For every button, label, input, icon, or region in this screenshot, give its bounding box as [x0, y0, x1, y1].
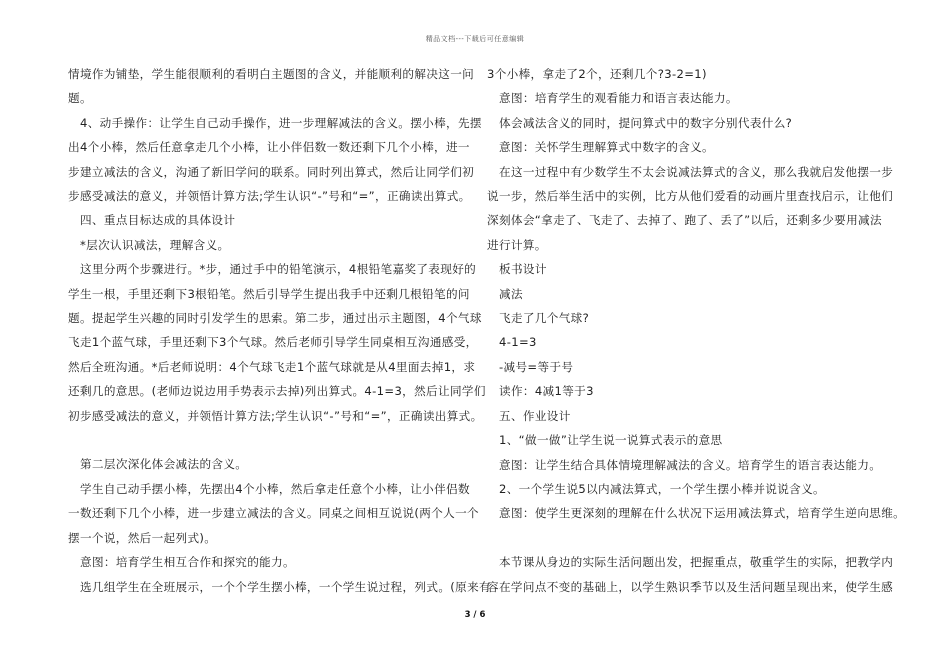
- text-line: 情境作为铺垫，学生能很顺利的看明白主题图的含义，并能顺利的解决这一问: [68, 67, 475, 81]
- text-line: 这里分两个步骤进行。*步，通过手中的铅笔演示，4根铅笔嘉奖了表现好的: [80, 262, 477, 277]
- text-line: 学生一根，手里还剩下3根铅笔。然后引导学生提出我手中还剩几根铅笔的问: [68, 286, 470, 301]
- text-line: 说一步，然后举生活中的实例，比方从他们爱看的动画片里查找启示，让他们: [487, 189, 894, 204]
- text-line: 减法: [499, 286, 523, 301]
- text-line: 出4个小棒，然后任意拿走几个小棒，让小伴侣数一数还剩下几个小棒，进一: [68, 140, 470, 155]
- text-line: 4-1=3: [499, 335, 537, 350]
- text-line: 还剩几的意思。(老师边说边用手势表示去掉)列出算式。4-1=3，然后让同学们: [68, 384, 486, 399]
- text-line: 意图：使学生更深刻的理解在什么状况下运用减法算式，培育学生逆向思维。: [499, 506, 906, 521]
- text-line: 意图：关怀学生理解算式中数字的含义。: [499, 140, 714, 155]
- text-line: 本节课从身边的实际生活问题出发，把握重点，敬重学生的实际，把教学内: [499, 555, 894, 570]
- text-line: 第二层次深化体会减法的含义。: [80, 457, 248, 472]
- text-line: 意图：培育学生相互合作和探究的能力。: [80, 555, 295, 570]
- text-line: 读作：4减1等于3: [499, 384, 594, 399]
- text-line: 4、动手操作：让学生自己动手操作，进一步理解减法的含义。摆小棒，先摆: [80, 115, 482, 130]
- text-line: 意图：培育学生的观看能力和语言表达能力。: [499, 91, 738, 106]
- text-line: 容在学问点不变的基础上，以学生熟识季节以及生活问题呈现出来，使学生感: [487, 579, 894, 594]
- text-line: *层次认识减法，理解含义。: [80, 237, 230, 252]
- text-line: 摆一个说，然后一起列式)。: [68, 530, 217, 545]
- text-line: 体会减法含义的同时，提问算式中的数字分别代表什么?: [499, 115, 793, 130]
- text-line: [68, 428, 460, 452]
- text-line: 选几组学生在全班展示，一个个学生摆小棒，一个学生说过程，列式。(原来有: [80, 579, 491, 594]
- text-line: -减号=等于号: [499, 359, 574, 374]
- text-line: 步感受减法的意义，并领悟计算方法;学生认识“-”号和“=”，正确读出算式。: [68, 189, 471, 204]
- page-header: 精品文档---下载后可任意编辑: [425, 35, 525, 43]
- right-column: [487, 62, 906, 599]
- text-line: 初步感受减法的意义，并领悟计算方法;学生认识“-”号和“=”，正确读出算式。: [68, 408, 483, 423]
- text-line: 深刻体会“拿走了、飞走了、去掉了、跑了、丢了”以后，还剩多少要用减法: [487, 213, 882, 228]
- text-line: 题。: [68, 91, 92, 106]
- text-line: 板书设计: [499, 262, 547, 277]
- text-line: 学生自己动手摆小棒，先摆出4个小棒，然后拿走任意个小棒，让小伴侣数: [80, 481, 470, 496]
- text-line: 题。提起学生兴趣的同时引发学生的思索。第二步，通过出示主题图，4个气球: [68, 311, 482, 326]
- text-line: 一数还剩下几个小棒，进一步建立减法的含义。同桌之间相互说说(两个人一个: [68, 506, 479, 521]
- text-line: 五、作业设计: [499, 408, 571, 423]
- text-line: 2、一个学生说5以内减法算式，一个学生摆小棒并说说含义。: [499, 481, 825, 496]
- text-line: [487, 526, 879, 550]
- text-line: 1、“做一做”让学生说一说算式表示的意思: [499, 433, 723, 448]
- text-line: 飞走了几个气球?: [499, 311, 590, 326]
- text-line: 意图：让学生结合具体情境理解减法的含义。培育学生的语言表达能力。: [499, 457, 882, 472]
- text-line: 飞走1个蓝气球，手里还剩下3个气球。然后老师引导学生同桌相互沟通感受，: [68, 335, 478, 350]
- page-number: 3 / 6: [464, 610, 486, 620]
- text-line: 四、重点目标达成的具体设计: [80, 213, 236, 228]
- text-line: 3个小棒，拿走了2个，还剩几个?3-2=1): [487, 67, 707, 81]
- text-line: 在这一过程中有少数学生不太会说减法算式的含义，那么我就启发他摆一步: [499, 164, 894, 179]
- text-line: 进行计算。: [487, 237, 547, 252]
- text-line: 然后全班沟通。*后老师说明：4个气球飞走1个蓝气球就是从4里面去掉1，求: [68, 359, 476, 374]
- text-line: 步建立减法的含义，沟通了新旧学问的联系。同时列出算式，然后让同学们初: [68, 164, 475, 179]
- left-column: [68, 62, 491, 599]
